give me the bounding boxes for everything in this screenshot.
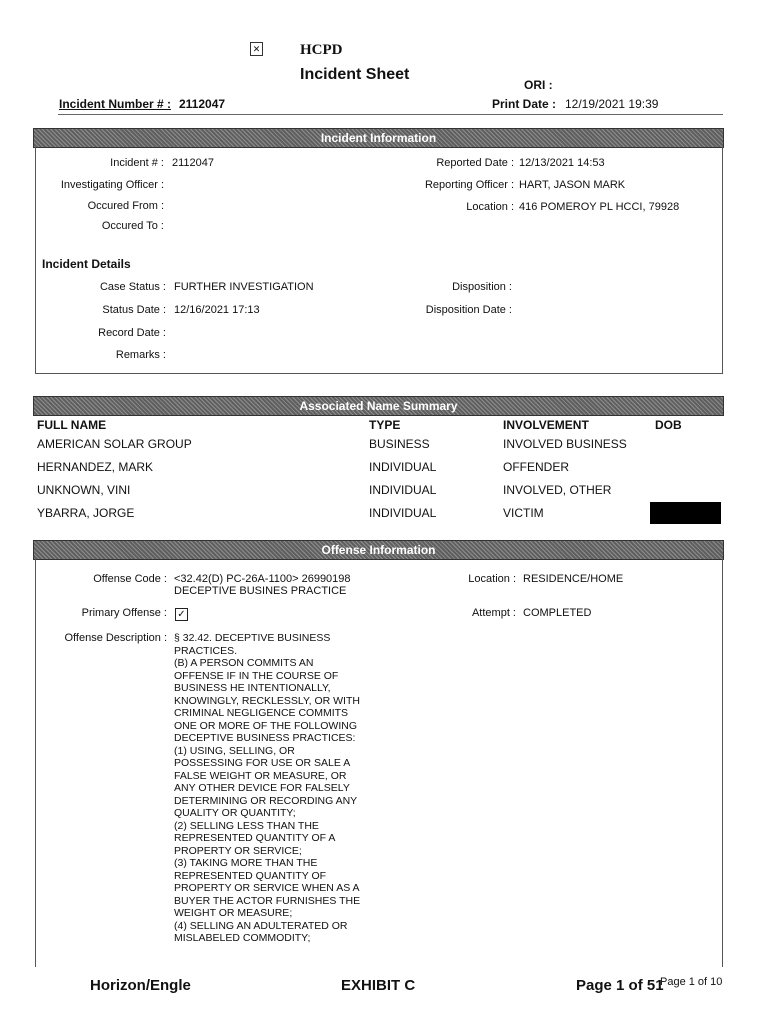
incident-info-title: Incident Information	[320, 131, 437, 145]
occured-from-label: Occured From :	[87, 200, 164, 212]
names-header	[33, 396, 724, 416]
offense-code-line1: <32.42(D) PC-26A-1100> 26990198	[174, 573, 351, 585]
occured-to-label: Occured To :	[101, 220, 164, 232]
col-full-name: FULL NAME	[37, 418, 107, 432]
location-label: Location :	[466, 201, 514, 213]
incident-details-heading: Incident Details	[42, 257, 131, 271]
disposition-label: Disposition :	[452, 281, 512, 293]
col-type: TYPE	[369, 418, 401, 432]
attempt-label: Attempt :	[471, 607, 516, 619]
disposition-date-label: Disposition Date :	[425, 304, 512, 316]
type-cell: BUSINESS	[369, 437, 430, 451]
type-cell: INDIVIDUAL	[369, 483, 437, 497]
primary-offense-checkbox[interactable]	[175, 608, 188, 621]
name-cell: YBARRA, JORGE	[37, 506, 135, 520]
offense-title: Offense Information	[321, 543, 436, 557]
incident-number-label: Incident Number # :	[59, 97, 172, 111]
col-dob: DOB	[655, 418, 682, 432]
broken-image-icon: ✕	[250, 42, 263, 56]
incident-value: 2112047	[172, 157, 215, 169]
redaction-box	[650, 502, 721, 524]
investigating-officer-label: Investigating Officer :	[60, 179, 164, 191]
offense-location-value: RESIDENCE/HOME	[523, 573, 624, 585]
footer-page-number: Page 1 of 51	[576, 977, 664, 994]
case-status-value: FURTHER INVESTIGATION	[174, 281, 314, 293]
location-value: 416 POMEROY PL HCCI, 79928	[519, 201, 680, 213]
ori-label: ORI :	[524, 78, 553, 92]
offense-header	[33, 540, 724, 560]
type-cell: INDIVIDUAL	[369, 506, 437, 520]
status-date-label: Status Date :	[102, 304, 166, 316]
reported-date-label: Reported Date :	[436, 157, 514, 169]
involvement-cell: VICTIM	[503, 506, 544, 520]
incident-info-header	[33, 128, 724, 148]
offense-description-text: § 32.42. DECEPTIVE BUSINESS PRACTICES. (B) A PERSON COMMITS AN OFFENSE IF IN THE COURSE OF BUSINESS HE INTENTIONALLY, KNOWINGLY, RECKLESSLY, OR WITH CRIMINAL NEGLIGENCE COMMITS ONE OR MORE OF THE FOLLOWING DECEPTIVE BUSINESS PRACTICES: (1) USING, SELLING, OR POSSESSING FOR USE OR SALE A FALSE WEIGHT OR MEASURE, OR ANY OTHER DEVICE FOR FALSELY DETERMINING OR RECORDING ANY QUALITY OR QUANTITY; (2) SELLING LESS THAN THE REPRESENTED QUANTITY OF A PROPERTY OR SERVICE; (3) TAKING MORE THAN THE REPRESENTED QUANTITY OF PROPERTY OR SERVICE WHEN AS A BUYER THE ACTOR FURNISHES THE WEIGHT OR MEASURE; (4) SELLING AN ADULTERATED OR MISLABELED COMMODITY;	[174, 632, 361, 944]
names-title: Associated Name Summary	[299, 399, 458, 413]
page-stamp: Page 1 of 10	[660, 976, 723, 988]
col-involvement: INVOLVEMENT	[503, 418, 589, 432]
agency-name: HCPD	[300, 42, 343, 58]
type-cell: INDIVIDUAL	[369, 460, 437, 474]
name-cell: AMERICAN SOLAR GROUP	[37, 437, 192, 451]
print-date-value: 12/19/2021 19:39	[565, 97, 659, 111]
reported-date-value: 12/13/2021 14:53	[519, 157, 605, 169]
offense-location-label: Location :	[468, 573, 516, 585]
name-cell: UNKNOWN, VINI	[37, 483, 131, 497]
incident-label: Incident # :	[110, 157, 164, 169]
checkmark-icon: ✓	[177, 609, 186, 620]
footer-left: Horizon/Engle	[90, 977, 191, 994]
incident-number-value: 2112047	[179, 97, 226, 111]
reporting-officer-label: Reporting Officer :	[424, 179, 514, 191]
header-divider	[58, 114, 723, 115]
status-date-value: 12/16/2021 17:13	[174, 304, 260, 316]
offense-code-label: Offense Code :	[93, 573, 167, 585]
remarks-label: Remarks :	[115, 349, 166, 361]
case-status-label: Case Status :	[99, 281, 166, 293]
involvement-cell: OFFENDER	[503, 460, 569, 474]
offense-code-line2: DECEPTIVE BUSINES PRACTICE	[174, 585, 347, 597]
attempt-value: COMPLETED	[523, 607, 592, 619]
primary-offense-label: Primary Offense :	[81, 607, 167, 619]
page-title: Incident Sheet	[300, 66, 410, 83]
record-date-label: Record Date :	[98, 327, 166, 339]
name-cell: HERNANDEZ, MARK	[37, 460, 154, 474]
involvement-cell: INVOLVED BUSINESS	[503, 437, 627, 451]
footer-exhibit: EXHIBIT C	[341, 977, 416, 994]
print-date-label: Print Date :	[492, 97, 557, 111]
reporting-officer-value: HART, JASON MARK	[519, 179, 626, 191]
offense-description-label: Offense Description :	[64, 632, 167, 644]
involvement-cell: INVOLVED, OTHER	[503, 483, 612, 497]
